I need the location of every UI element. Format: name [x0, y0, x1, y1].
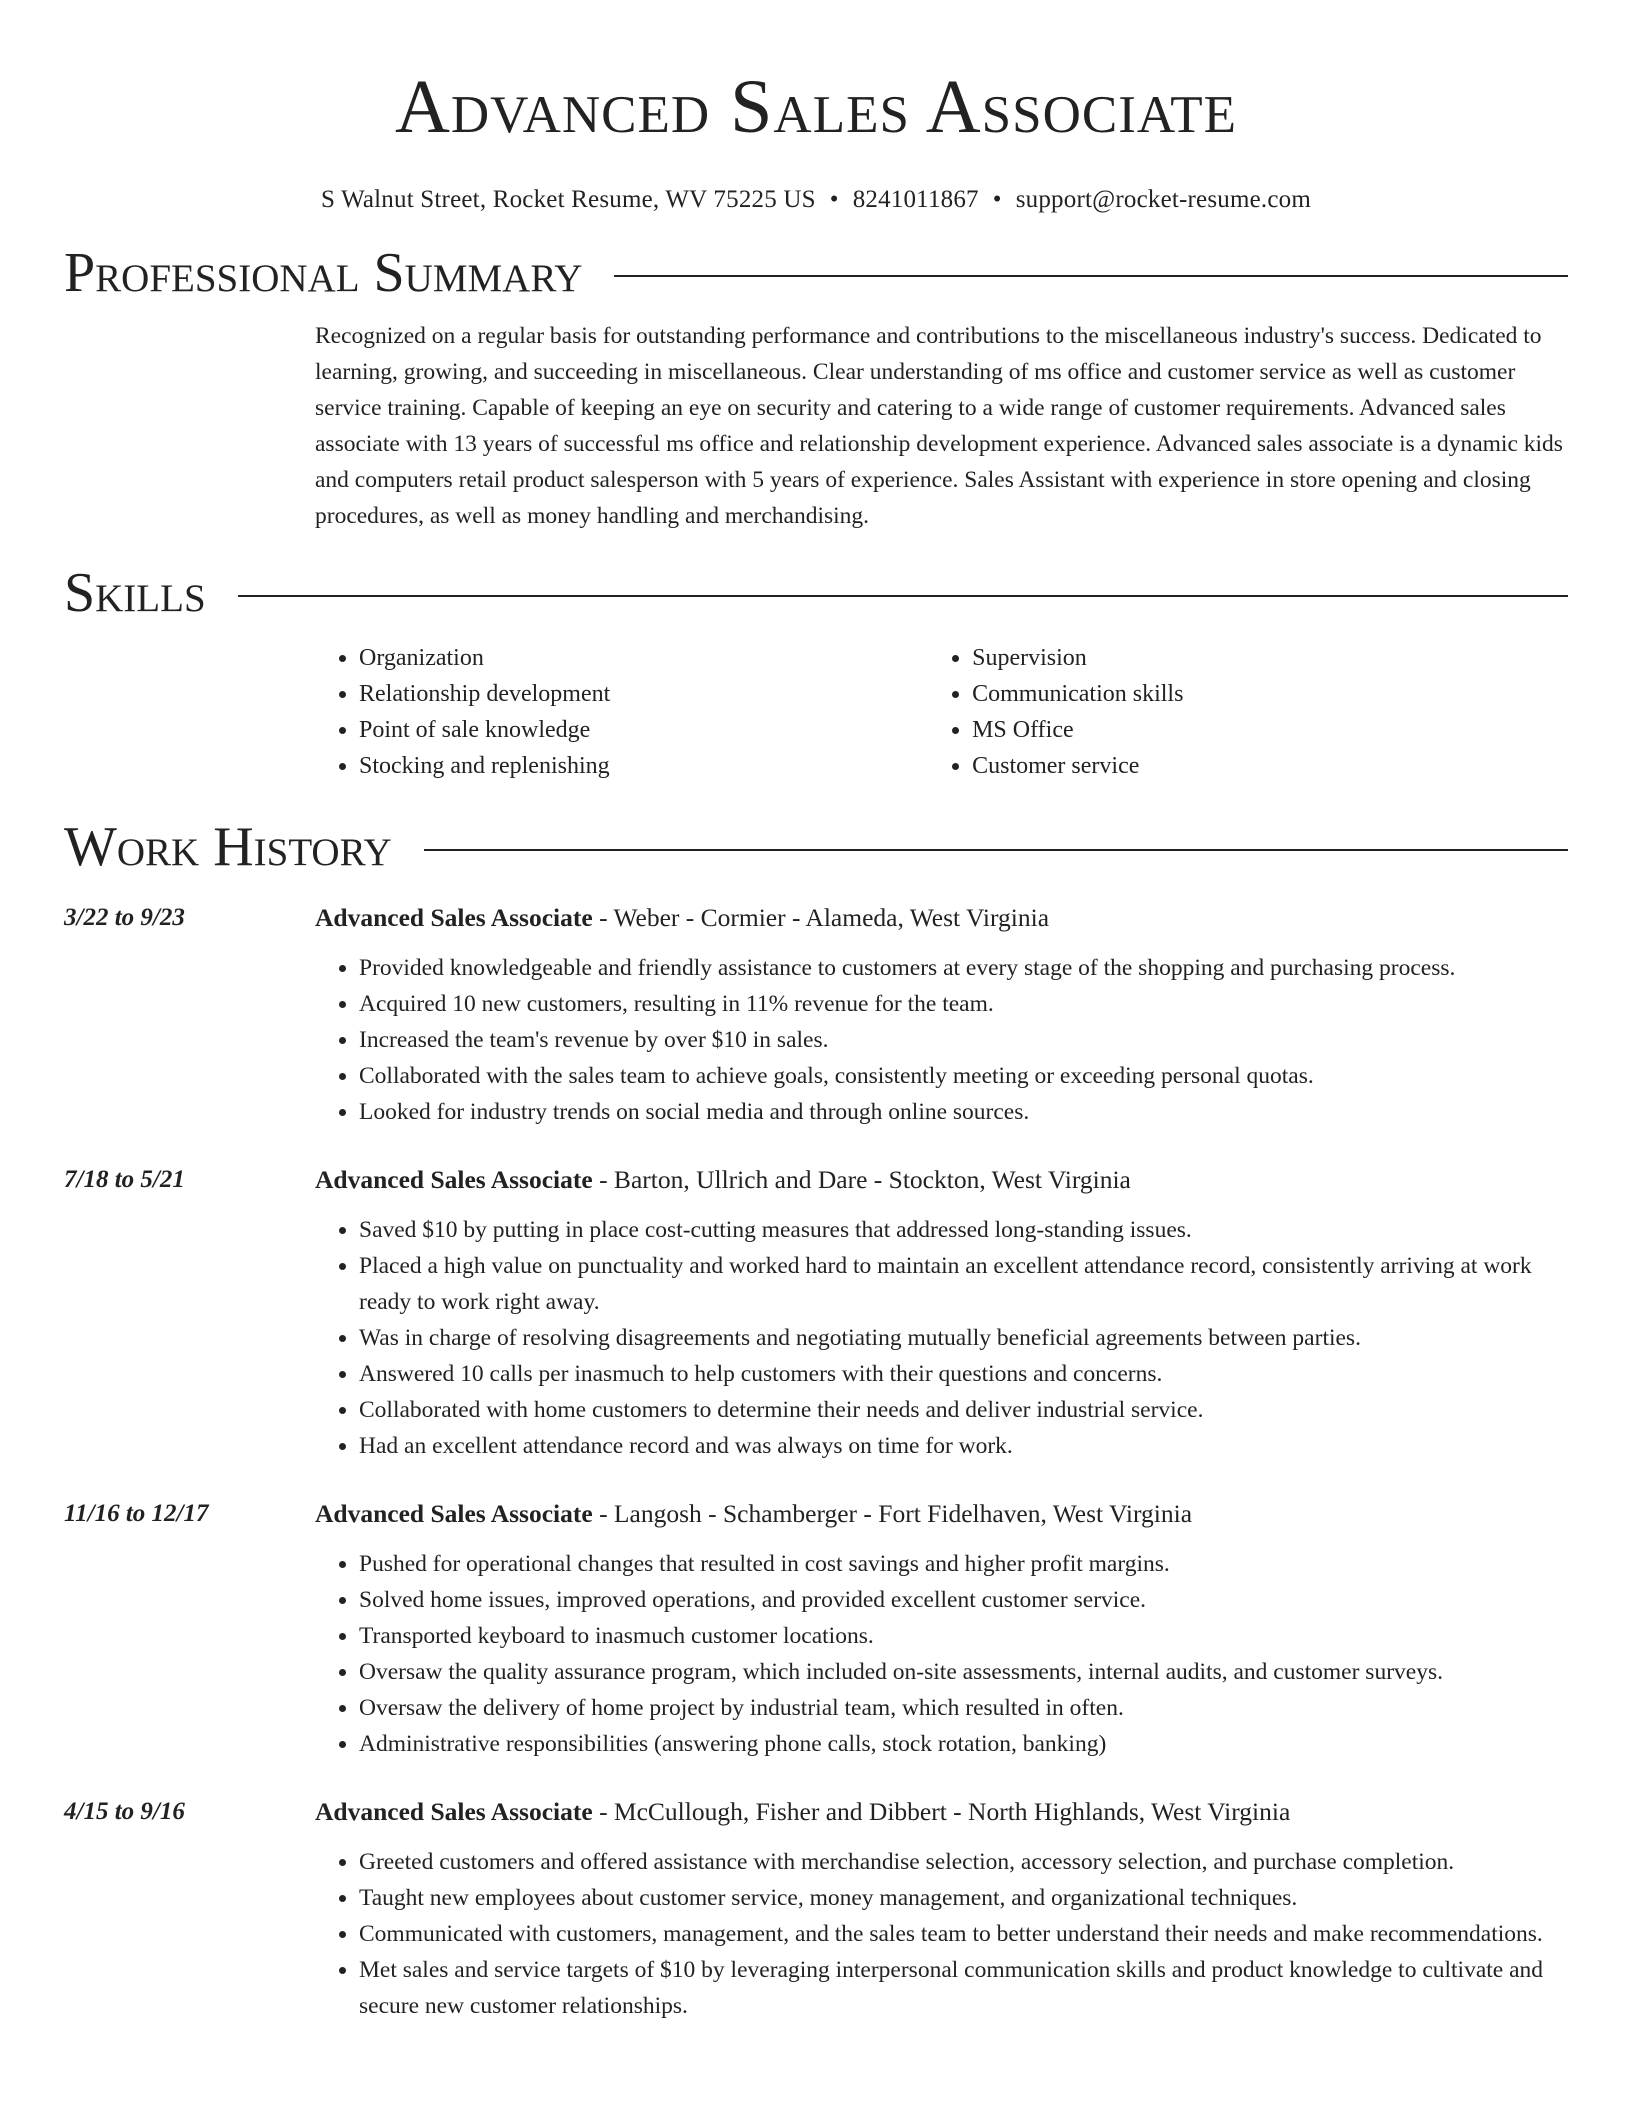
job-bullet: • Collaborated with home customers to determine their needs and deliver industrial service.	[359, 1392, 1568, 1428]
job-body	[315, 900, 1568, 1130]
section-divider	[424, 849, 1568, 851]
job-bullet: • Greeted customers and offered assistance with merchandise selection, accessory selection, and purchase completion.	[359, 1844, 1568, 1880]
section-divider	[238, 595, 1568, 597]
job-details: - Weber - Cormier - Alameda, West Virginia	[592, 903, 1050, 932]
job-body	[315, 1794, 1568, 2024]
job-title-line	[315, 1162, 1568, 1198]
job-bullet: • Transported keyboard to inasmuch customer locations.	[359, 1618, 1568, 1654]
resume-page	[64, 0, 1568, 2024]
job-bullets	[315, 1212, 1568, 1464]
job-title: Advanced Sales Associate	[315, 1499, 593, 1528]
job-entry	[64, 900, 1568, 1130]
skill-item: • MS Office	[972, 712, 1568, 748]
section-divider	[614, 275, 1568, 277]
job-dates: 7/18 to 5/21	[64, 1166, 185, 1193]
contact-email: support@rocket-resume.com	[1015, 186, 1312, 213]
job-bullet: • Answered 10 calls per inasmuch to help customers with their questions and concerns.	[359, 1356, 1568, 1392]
skills-list-left	[315, 640, 928, 784]
skill-item: • Relationship development	[359, 676, 928, 712]
job-bullet: • Placed a high value on punctuality and worked hard to maintain an excellent attendance record, consistently arriving at work ready to work right away.	[359, 1248, 1568, 1320]
job-bullet: • Met sales and service targets of $10 by leveraging interpersonal communication skills and product knowledge to cultivate and secure new customer relationships.	[359, 1952, 1568, 2024]
job-dates: 3/22 to 9/23	[64, 904, 185, 931]
skills-list-right	[928, 640, 1568, 784]
job-entry	[64, 1162, 1568, 1464]
skill-item: • Customer service	[972, 748, 1568, 784]
skill-item: • Stocking and replenishing	[359, 748, 928, 784]
skills-section-header	[64, 558, 1568, 628]
contact-address: S Walnut Street, Rocket Resume, WV 75225 US	[320, 186, 816, 213]
job-bullet: • Collaborated with the sales team to achieve goals, consistently meeting or exceeding personal quotas.	[359, 1058, 1568, 1094]
job-bullet: • Communicated with customers, management, and the sales team to better understand their needs and make recommendations.	[359, 1916, 1568, 1952]
skills-title: Skills	[64, 562, 206, 624]
job-title-line	[315, 900, 1568, 936]
job-bullet: • Administrative responsibilities (answering phone calls, stock rotation, banking)	[359, 1726, 1568, 1762]
job-title-line	[315, 1794, 1568, 1830]
job-entry	[64, 1496, 1568, 1762]
job-bullet: • Increased the team's revenue by over $10 in sales.	[359, 1022, 1568, 1058]
job-dates: 11/16 to 12/17	[64, 1500, 209, 1527]
resume-name: Advanced Sales Associate	[395, 65, 1237, 149]
skill-item: • Organization	[359, 640, 928, 676]
job-body	[315, 1162, 1568, 1464]
job-details: - Barton, Ullrich and Dare - Stockton, West Virginia	[592, 1165, 1131, 1194]
job-bullet: • Provided knowledgeable and friendly assistance to customers at every stage of the shopping and purchasing process.	[359, 950, 1568, 986]
work-title: Work History	[64, 816, 392, 878]
job-bullet: • Had an excellent attendance record and was always on time for work.	[359, 1428, 1568, 1464]
job-bullet: • Taught new employees about customer service, money management, and organizational techniques.	[359, 1880, 1568, 1916]
job-bullet: • Was in charge of resolving disagreements and negotiating mutually beneficial agreements between parties.	[359, 1320, 1568, 1356]
job-bullet: • Saved $10 by putting in place cost-cutting measures that addressed long-standing issues.	[359, 1212, 1568, 1248]
contact-phone: 8241011867	[852, 186, 979, 213]
job-bullet: • Oversaw the quality assurance program, which included on-site assessments, internal audits, and customer surveys.	[359, 1654, 1568, 1690]
job-details: - Langosh - Schamberger - Fort Fidelhaven, West Virginia	[592, 1499, 1193, 1528]
job-title: Advanced Sales Associate	[315, 903, 593, 932]
job-dates: 4/15 to 9/16	[64, 1798, 185, 1825]
summary-text: Recognized on a regular basis for outstanding performance and contributions to the miscellaneous industry's success. Dedicated to learning, growing, and succeeding in miscellaneous. Clear understanding of ms office and customer service as well as customer service training. Capable of keeping an eye on security and catering to a wide range of customer requirements. Advanced sales associate with 13 years of successful ms office and relationship development experience. Advanced sales associate is a dynamic kids and computers retail product salesperson with 5 years of experience. Sales Assistant with experience in store opening and closing procedures, as well as money handling and merchandising.	[315, 323, 1563, 529]
job-bullets	[315, 950, 1568, 1130]
job-title-line	[315, 1496, 1568, 1532]
job-bullet: • Acquired 10 new customers, resulting in 11% revenue for the team.	[359, 986, 1568, 1022]
job-bullet: • Pushed for operational changes that resulted in cost savings and higher profit margins.	[359, 1546, 1568, 1582]
contact-line	[64, 184, 1568, 216]
job-title: Advanced Sales Associate	[315, 1797, 593, 1826]
job-bullet: • Solved home issues, improved operations, and provided excellent customer service.	[359, 1582, 1568, 1618]
skill-item: • Point of sale knowledge	[359, 712, 928, 748]
job-title: Advanced Sales Associate	[315, 1165, 593, 1194]
job-bullet: • Looked for industry trends on social media and through online sources.	[359, 1094, 1568, 1130]
summary-title: Professional Summary	[64, 242, 583, 304]
job-entry	[64, 1794, 1568, 2024]
contact-separator: •	[829, 186, 839, 213]
job-details: - McCullough, Fisher and Dibbert - North Highlands, West Virginia	[592, 1797, 1291, 1826]
job-body	[315, 1496, 1568, 1762]
job-bullet: • Oversaw the delivery of home project by industrial team, which resulted in often.	[359, 1690, 1568, 1726]
contact-separator: •	[992, 186, 1002, 213]
summary-section-header	[64, 238, 1568, 308]
job-bullets	[315, 1844, 1568, 2024]
skills-grid	[315, 640, 1568, 784]
skill-item: • Communication skills	[972, 676, 1568, 712]
skill-item: • Supervision	[972, 640, 1568, 676]
job-bullets	[315, 1546, 1568, 1762]
work-section-header	[64, 812, 1568, 882]
